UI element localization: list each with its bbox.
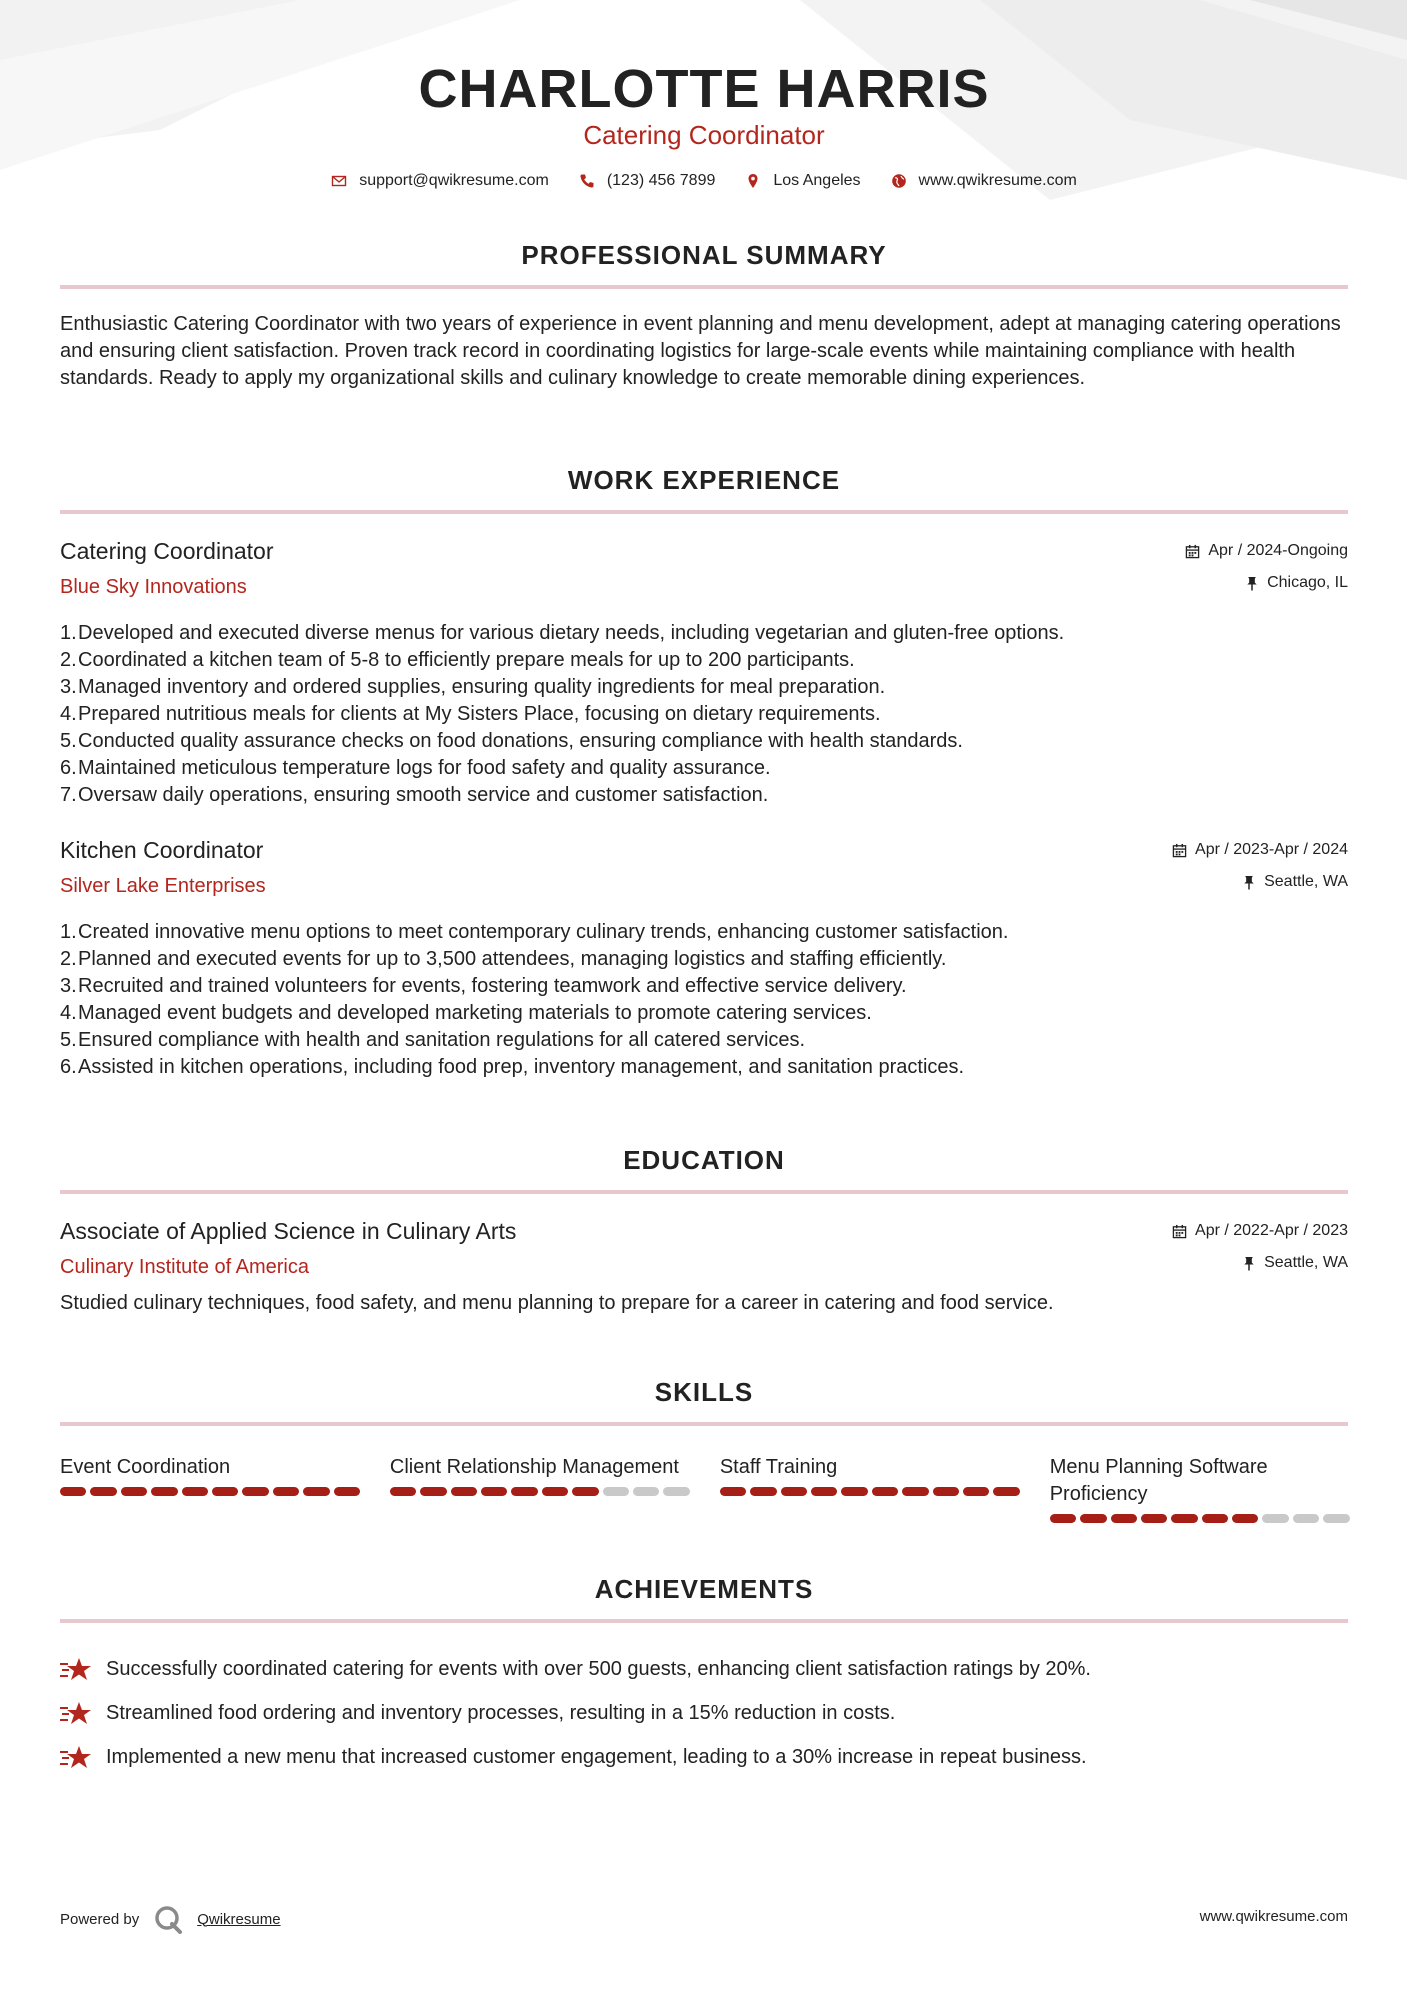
summary-text: Enthusiastic Catering Coordinator with two years of experience in event planning and menu development, adept at managing catering operations and ensuring client satisfaction. Proven track record in coordinating logistics for large-scale events while maintaining compliance with health standards. Ready to apply my organizational skills and culinary knowledge to create memorable dining experiences. (60, 313, 1341, 389)
skill-segment-filled (242, 1487, 268, 1496)
section-divider (60, 1190, 1348, 1194)
list-item: 3. Recruited and trained volunteers for events, fostering teamwork and effective service delivery. (60, 975, 907, 997)
skill-level-bar (390, 1487, 690, 1496)
list-item: 5. Ensured compliance with health and sanitation regulations for all catered services. (60, 1029, 806, 1051)
skill-name: Menu Planning Software Proficiency (1049, 1456, 1268, 1505)
contact-phone[interactable] (579, 172, 716, 190)
job-entry (60, 538, 1348, 809)
skill-item (60, 1454, 360, 1523)
skill-segment-filled (993, 1487, 1019, 1496)
skill-segment-filled (572, 1487, 598, 1496)
job-duties-list (60, 620, 1348, 809)
list-item: 7. Oversaw daily operations, ensuring smooth service and customer satisfaction. (60, 784, 769, 806)
skill-segment-filled (451, 1487, 477, 1496)
qwikresume-logo-icon (153, 1904, 183, 1934)
list-item: 4. Managed event budgets and developed marketing materials to promote catering services. (60, 1002, 872, 1024)
phone-icon (579, 173, 595, 189)
skill-segment-filled (1171, 1514, 1197, 1523)
achievements-heading: ACHIEVEMENTS (594, 1574, 814, 1604)
map-pin-icon (745, 173, 761, 189)
education-location-text: Seattle, WA (1264, 1254, 1348, 1271)
skill-segment-filled (872, 1487, 898, 1496)
candidate-name: CHARLOTTE HARRIS (418, 59, 990, 119)
job-location-text: Chicago, IL (1267, 574, 1348, 591)
skill-segment-filled (841, 1487, 867, 1496)
star-icon (60, 1700, 92, 1726)
list-item: 6. Maintained meticulous temperature logs for food safety and quality assurance. (60, 757, 771, 779)
footer (60, 1898, 1348, 1938)
job-header (60, 538, 1348, 608)
skill-segment-filled (963, 1487, 989, 1496)
skill-segment-filled (390, 1487, 416, 1496)
skill-segment-filled (481, 1487, 507, 1496)
experience-heading: WORK EXPERIENCE (567, 465, 841, 495)
star-icon (60, 1656, 92, 1682)
skill-segment-empty (633, 1487, 659, 1496)
pushpin-icon (1242, 875, 1256, 890)
skill-segment-filled (511, 1487, 537, 1496)
list-item: 1. Created innovative menu options to meet contemporary culinary trends, enhancing customer satisfaction. (60, 921, 1009, 943)
contact-bar (60, 172, 1348, 190)
job-location (1242, 873, 1348, 891)
contact-website[interactable] (891, 172, 1077, 190)
section-divider (60, 285, 1348, 289)
skill-segment-filled (933, 1487, 959, 1496)
achievement-text: Implemented a new menu that increased customer engagement, leading to a 30% increase in repeat business. (106, 1745, 1087, 1768)
list-item: 3. Managed inventory and ordered supplies, ensuring quality ingredients for meal preparation. (60, 676, 886, 698)
pushpin-icon (1242, 1256, 1256, 1271)
section-divider (60, 1619, 1348, 1623)
skills-heading: SKILLS (654, 1377, 754, 1407)
skill-segment-filled (750, 1487, 776, 1496)
envelope-icon (331, 173, 347, 189)
skill-segment-filled (303, 1487, 329, 1496)
education-header (60, 1218, 1348, 1288)
skill-item (720, 1454, 1020, 1523)
job-date (1185, 542, 1348, 560)
globe-icon (891, 173, 907, 189)
list-item: 1. Developed and executed diverse menus for various dietary needs, including vegetarian and gluten-free options. (60, 622, 1065, 644)
education-school: Culinary Institute of America (60, 1256, 309, 1278)
skill-segment-filled (542, 1487, 568, 1496)
job-date-text: Apr / 2024-Ongoing (1208, 542, 1348, 559)
skill-level-bar (720, 1487, 1020, 1496)
achievements-section (60, 1574, 1348, 1779)
list-item: 6. Assisted in kitchen operations, including food prep, inventory management, and sanitation practices. (60, 1056, 965, 1078)
job-role: Catering Coordinator (60, 538, 274, 564)
list-item: 2. Coordinated a kitchen team of 5-8 to efficiently prepare meals for up to 200 participants. (60, 649, 855, 671)
list-item: 4. Prepared nutritious meals for clients at My Sisters Place, focusing on dietary requirements. (60, 703, 881, 725)
skill-segment-empty (1293, 1514, 1319, 1523)
skill-segment-filled (1232, 1514, 1258, 1523)
skill-segment-filled (182, 1487, 208, 1496)
skill-name: Staff Training (719, 1456, 838, 1478)
job-date (1172, 841, 1348, 859)
skill-item (1050, 1454, 1350, 1523)
skill-segment-filled (1141, 1514, 1167, 1523)
calendar-icon (1185, 544, 1200, 559)
contact-email-text: support@qwikresume.com (359, 172, 549, 189)
skill-segment-filled (1202, 1514, 1228, 1523)
summary-heading: PROFESSIONAL SUMMARY (521, 240, 887, 270)
job-header (60, 837, 1348, 907)
skill-segment-filled (60, 1487, 86, 1496)
job-duties-list (60, 919, 1348, 1081)
skill-segment-empty (603, 1487, 629, 1496)
skill-name: Event Coordination (60, 1456, 231, 1478)
education-date-text: Apr / 2022-Apr / 2023 (1195, 1222, 1348, 1239)
achievement-item (60, 1735, 1348, 1779)
education-section (60, 1145, 1348, 1317)
list-item: 5. Conducted quality assurance checks on food donations, ensuring compliance with health standards. (60, 730, 963, 752)
skill-segment-empty (1262, 1514, 1288, 1523)
calendar-icon (1172, 843, 1187, 858)
skill-segment-filled (902, 1487, 928, 1496)
job-company: Blue Sky Innovations (60, 576, 247, 598)
skills-section (60, 1377, 1348, 1523)
achievement-text: Streamlined food ordering and inventory processes, resulting in a 15% reduction in costs. (106, 1701, 896, 1724)
job-location (1245, 574, 1348, 592)
calendar-icon (1172, 1224, 1187, 1239)
list-item: 2. Planned and executed events for up to 3,500 attendees, managing logistics and staffing efficiently. (60, 948, 947, 970)
education-location (1242, 1254, 1348, 1272)
contact-location (745, 172, 860, 190)
education-date (1172, 1222, 1348, 1240)
achievement-text: Successfully coordinated catering for events with over 500 guests, enhancing client satisfaction ratings by 20%. (106, 1657, 1091, 1680)
contact-phone-text: (123) 456 7899 (606, 172, 716, 189)
star-icon (60, 1744, 92, 1770)
skill-segment-filled (273, 1487, 299, 1496)
job-role: Kitchen Coordinator (60, 837, 264, 863)
section-divider (60, 1422, 1348, 1426)
skill-segment-filled (420, 1487, 446, 1496)
contact-email[interactable] (331, 172, 549, 190)
skill-name: Client Relationship Management (389, 1456, 679, 1478)
skill-segment-empty (663, 1487, 689, 1496)
brand-link[interactable]: Qwikresume (197, 1910, 281, 1928)
footer-website[interactable]: www.qwikresume.com (1199, 1908, 1348, 1925)
skill-segment-filled (212, 1487, 238, 1496)
powered-by (60, 1904, 281, 1934)
skill-segment-filled (781, 1487, 807, 1496)
skill-segment-empty (1323, 1514, 1349, 1523)
achievement-item (60, 1691, 1348, 1735)
skill-segment-filled (90, 1487, 116, 1496)
skill-segment-filled (121, 1487, 147, 1496)
education-entry (60, 1218, 1348, 1317)
powered-by-label: Powered by (60, 1910, 140, 1928)
skill-segment-filled (151, 1487, 177, 1496)
job-company: Silver Lake Enterprises (60, 875, 266, 897)
achievement-item (60, 1647, 1348, 1691)
education-heading: EDUCATION (623, 1145, 785, 1175)
skills-grid (60, 1454, 1348, 1523)
pushpin-icon (1245, 576, 1259, 591)
contact-website-text: www.qwikresume.com (918, 172, 1077, 189)
skill-level-bar (1050, 1514, 1350, 1523)
education-degree: Associate of Applied Science in Culinary Arts (60, 1218, 517, 1244)
achievements-list (60, 1647, 1348, 1779)
skill-segment-filled (334, 1487, 360, 1496)
job-entry (60, 837, 1348, 1081)
experience-section (60, 465, 1348, 1081)
summary-section (60, 240, 1348, 392)
skill-item (390, 1454, 690, 1523)
job-date-text: Apr / 2023-Apr / 2024 (1195, 841, 1348, 858)
job-location-text: Seattle, WA (1264, 873, 1348, 890)
skill-segment-filled (1111, 1514, 1137, 1523)
section-divider (60, 510, 1348, 514)
skill-segment-filled (1080, 1514, 1106, 1523)
skill-segment-filled (720, 1487, 746, 1496)
contact-location-text: Los Angeles (773, 172, 861, 189)
skill-segment-filled (811, 1487, 837, 1496)
education-description: Studied culinary techniques, food safety, and menu planning to prepare for a career in catering and food service. (60, 1292, 1054, 1314)
candidate-title: Catering Coordinator (583, 120, 825, 150)
skill-level-bar (60, 1487, 360, 1496)
skill-segment-filled (1050, 1514, 1076, 1523)
